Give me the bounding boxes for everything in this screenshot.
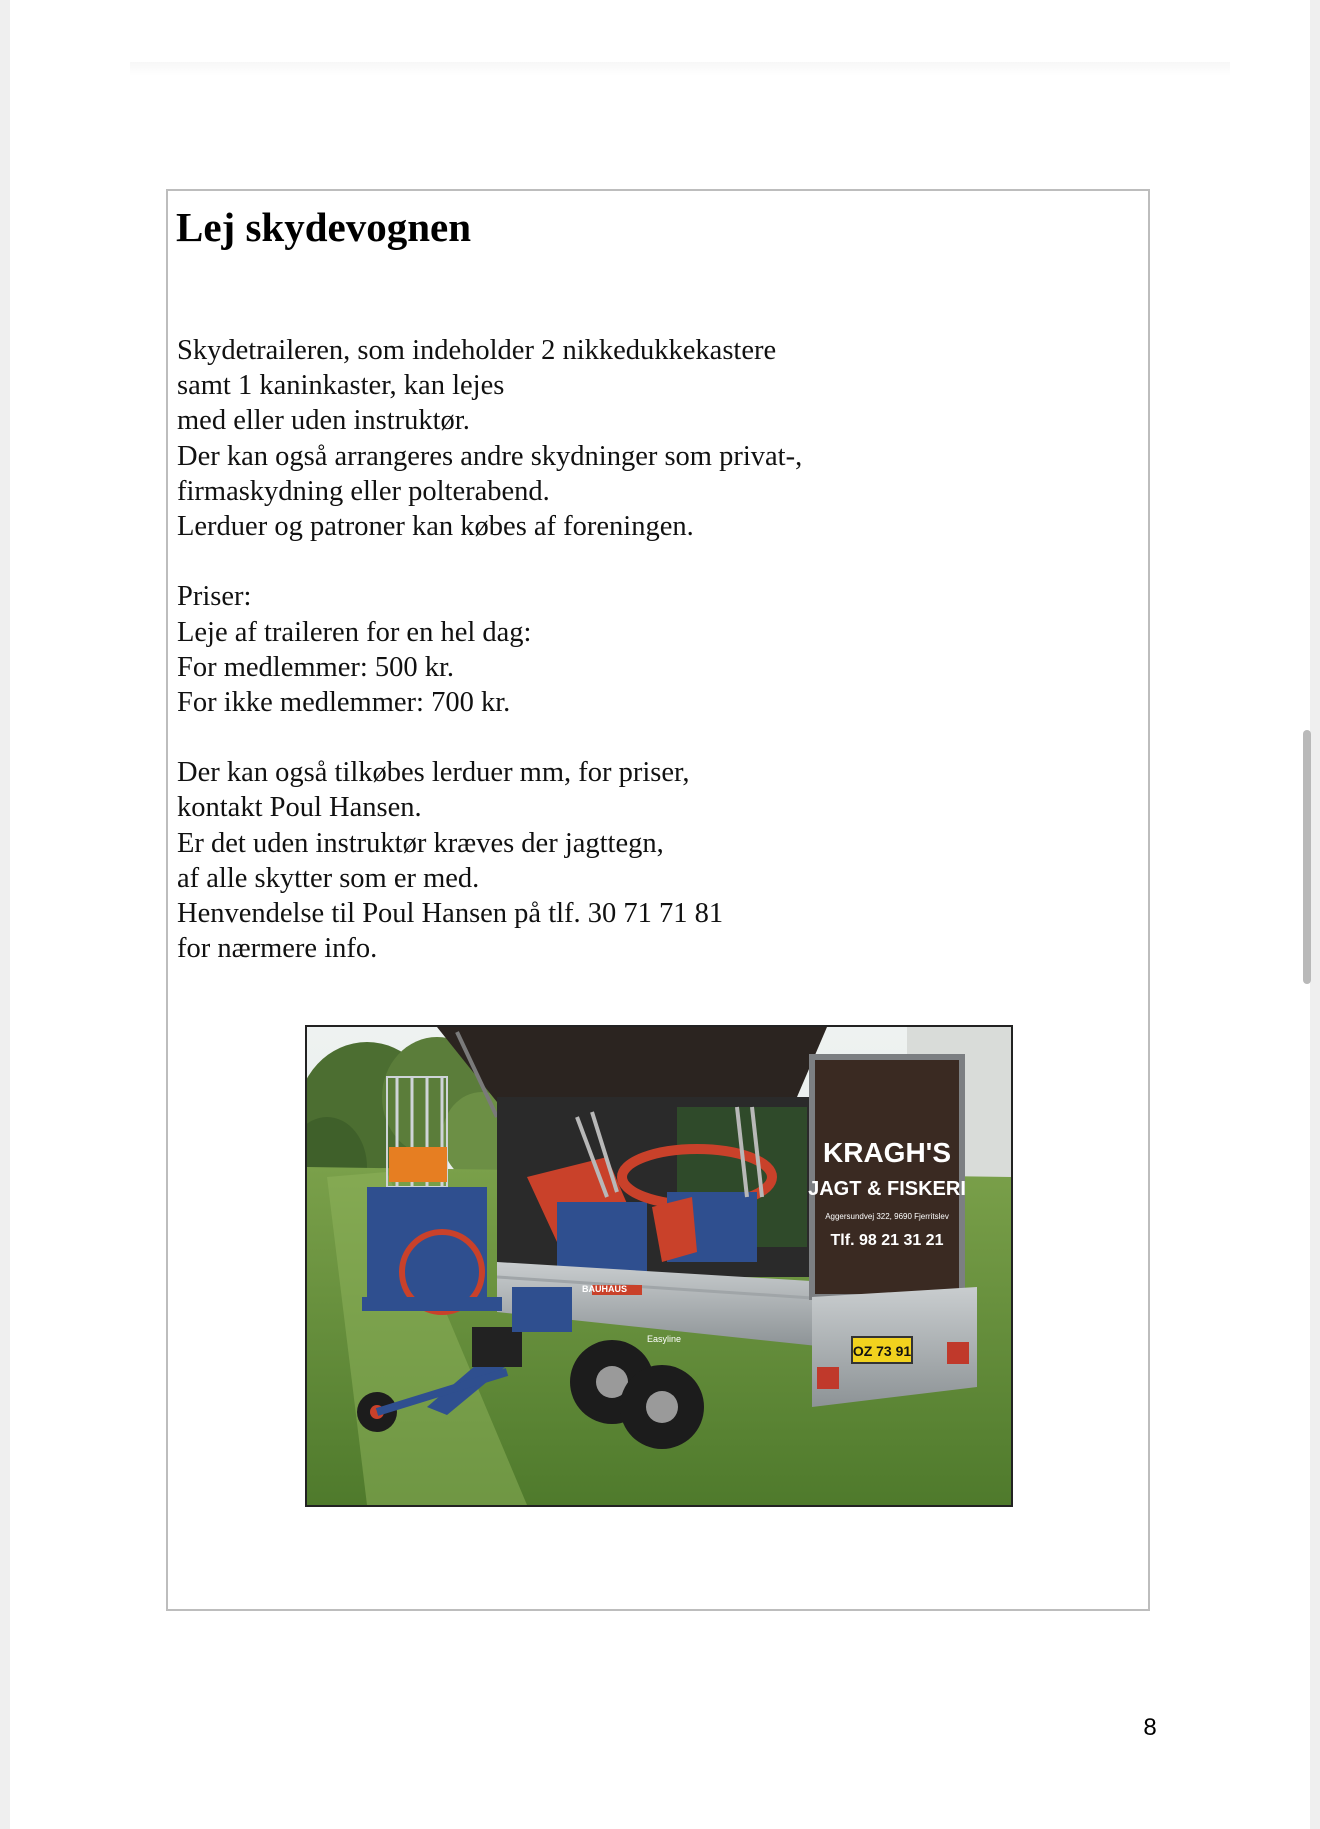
paragraph-gap — [177, 720, 1077, 755]
sign-phone: Tlf. 98 21 31 21 — [830, 1232, 944, 1249]
text-line: Der kan også arrangeres andre skydninger som privat-, — [177, 440, 803, 472]
text-line: Der kan også tilkøbes lerduer mm, for priser, — [177, 757, 690, 789]
text-line: Leje af traileren for en hel dag: — [177, 616, 532, 648]
text-line: for nærmere info. — [177, 933, 378, 965]
text-line: samt 1 kaninkaster, kan lejes — [177, 370, 505, 402]
text-line: Er det uden instruktør kræves der jagttegn, — [177, 827, 664, 859]
contact-line: Henvendelse til Poul Hansen på tlf. 30 71 71 81 — [177, 898, 724, 929]
trailer-model-label: Easyline — [647, 1334, 682, 1344]
text-line: kontakt Poul Hansen. — [177, 792, 422, 824]
trailer-brand-label: BAUHAUS — [582, 1284, 627, 1294]
text-line: Skydetraileren, som indeholder 2 nikkedukkekastere — [177, 335, 777, 366]
text-line: Lerduer og patroner kan købes af foreningen. — [177, 510, 694, 542]
price-non-members: For ikke medlemmer: 700 kr. — [177, 686, 511, 718]
text-line: med eller uden instruktør. — [177, 405, 470, 437]
scrollbar-thumb[interactable] — [1303, 730, 1311, 984]
page-number: 8 — [1143, 1714, 1157, 1741]
sign-address: Aggersundvej 322, 9690 Fjerritslev — [825, 1212, 949, 1221]
license-plate: OZ 73 91 — [852, 1343, 912, 1359]
text-line: af alle skytter som er med. — [177, 862, 480, 894]
page-top-shadow — [130, 62, 1230, 76]
paragraph-gap — [177, 544, 1077, 579]
sign-brand-name: KRAGH'S — [823, 1137, 951, 1168]
text-line: firmaskydning eller polterabend. — [177, 475, 550, 507]
trailer-photo — [305, 1025, 1013, 1507]
prices-heading: Priser: — [177, 581, 252, 613]
price-members: For medlemmer: 500 kr. — [177, 651, 455, 683]
sign-subtitle: JAGT & FISKERI — [808, 1178, 966, 1200]
body-text — [177, 333, 1077, 966]
page-title: Lej skydevognen — [176, 204, 472, 250]
